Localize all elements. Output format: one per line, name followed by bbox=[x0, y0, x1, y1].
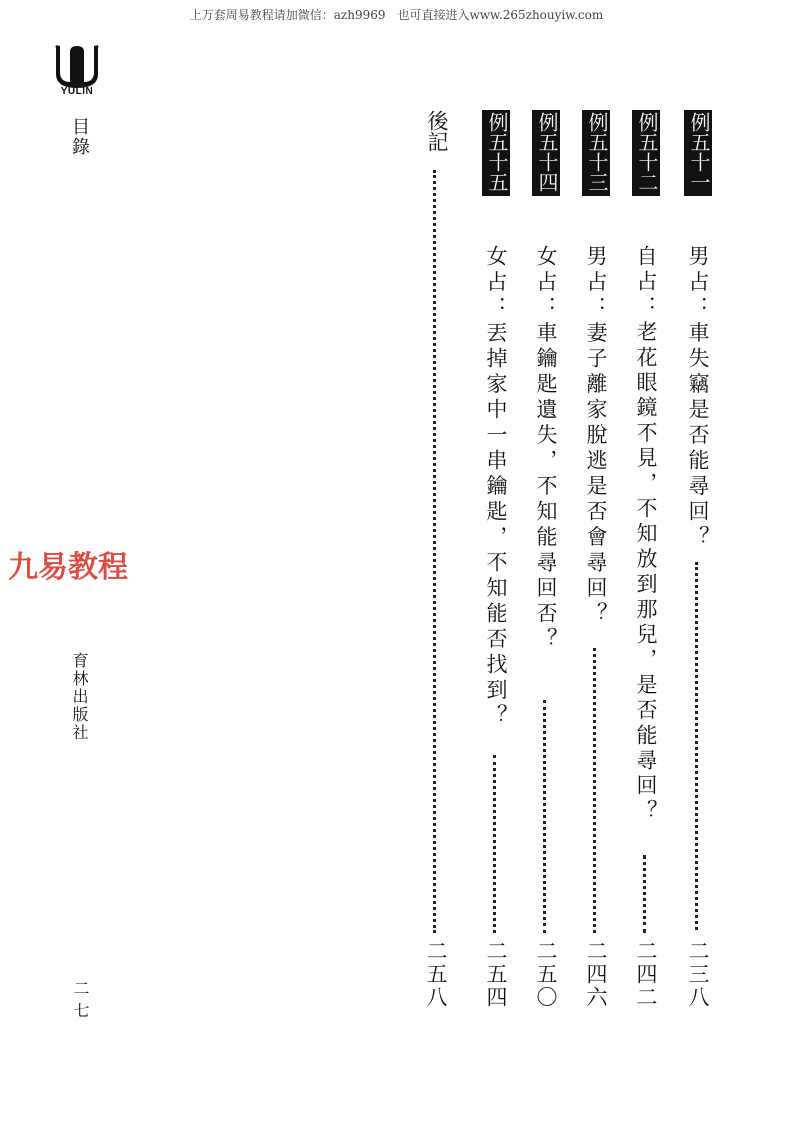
dot-leader bbox=[593, 648, 596, 933]
entry-description: 女占：丟掉家中一串鑰匙，不知能否找到？ bbox=[484, 245, 508, 730]
entry-page: 二五八 bbox=[424, 940, 448, 1009]
entry-page: 二四二 bbox=[634, 940, 658, 1009]
entry-page: 二三八 bbox=[686, 940, 710, 1009]
example-tag: 例五十五 bbox=[482, 110, 510, 196]
entry-page: 二五〇 bbox=[534, 940, 558, 1009]
entry-page: 二五四 bbox=[484, 940, 508, 1009]
section-title: 目錄 bbox=[69, 117, 90, 157]
toc-entry-afterword[interactable] bbox=[414, 110, 454, 1110]
dot-leader bbox=[643, 855, 646, 933]
publisher-name: 育林出版社 bbox=[70, 652, 89, 742]
entry-description: 女占：車鑰匙遺失，不知能尋回否？ bbox=[534, 245, 558, 653]
toc-entry[interactable] bbox=[676, 110, 716, 1110]
entry-description: 男占：妻子離家脫逃是否會尋回？ bbox=[584, 245, 608, 628]
toc-entry[interactable] bbox=[574, 110, 614, 1110]
toc-entry[interactable] bbox=[524, 110, 564, 1110]
page-number: 二七 bbox=[71, 980, 90, 1024]
header-watermark: 上万套周易教程请加微信：azh9969 也可直接进入www.265zhouyiw.com bbox=[189, 8, 604, 22]
dot-leader bbox=[493, 755, 496, 933]
afterword-title: 後記 bbox=[425, 110, 449, 152]
dot-leader bbox=[433, 170, 436, 933]
toc-entry[interactable] bbox=[474, 110, 514, 1110]
dot-leader bbox=[543, 700, 546, 933]
dot-leader bbox=[695, 562, 698, 930]
example-tag: 例五十一 bbox=[684, 110, 712, 196]
red-watermark: 九易教程 bbox=[8, 550, 128, 585]
example-tag: 例五十二 bbox=[632, 110, 660, 196]
toc-entry[interactable] bbox=[624, 110, 664, 1110]
entry-page: 二四六 bbox=[584, 940, 608, 1009]
entry-description: 自占：老花眼鏡不見，不知放到那兒，是否能尋回？ bbox=[634, 245, 658, 825]
example-tag: 例五十三 bbox=[582, 110, 610, 196]
logo-text: YULIN bbox=[60, 86, 94, 97]
entry-description: 男占：車失竊是否能尋回？ bbox=[686, 245, 710, 551]
example-tag: 例五十四 bbox=[532, 110, 560, 196]
